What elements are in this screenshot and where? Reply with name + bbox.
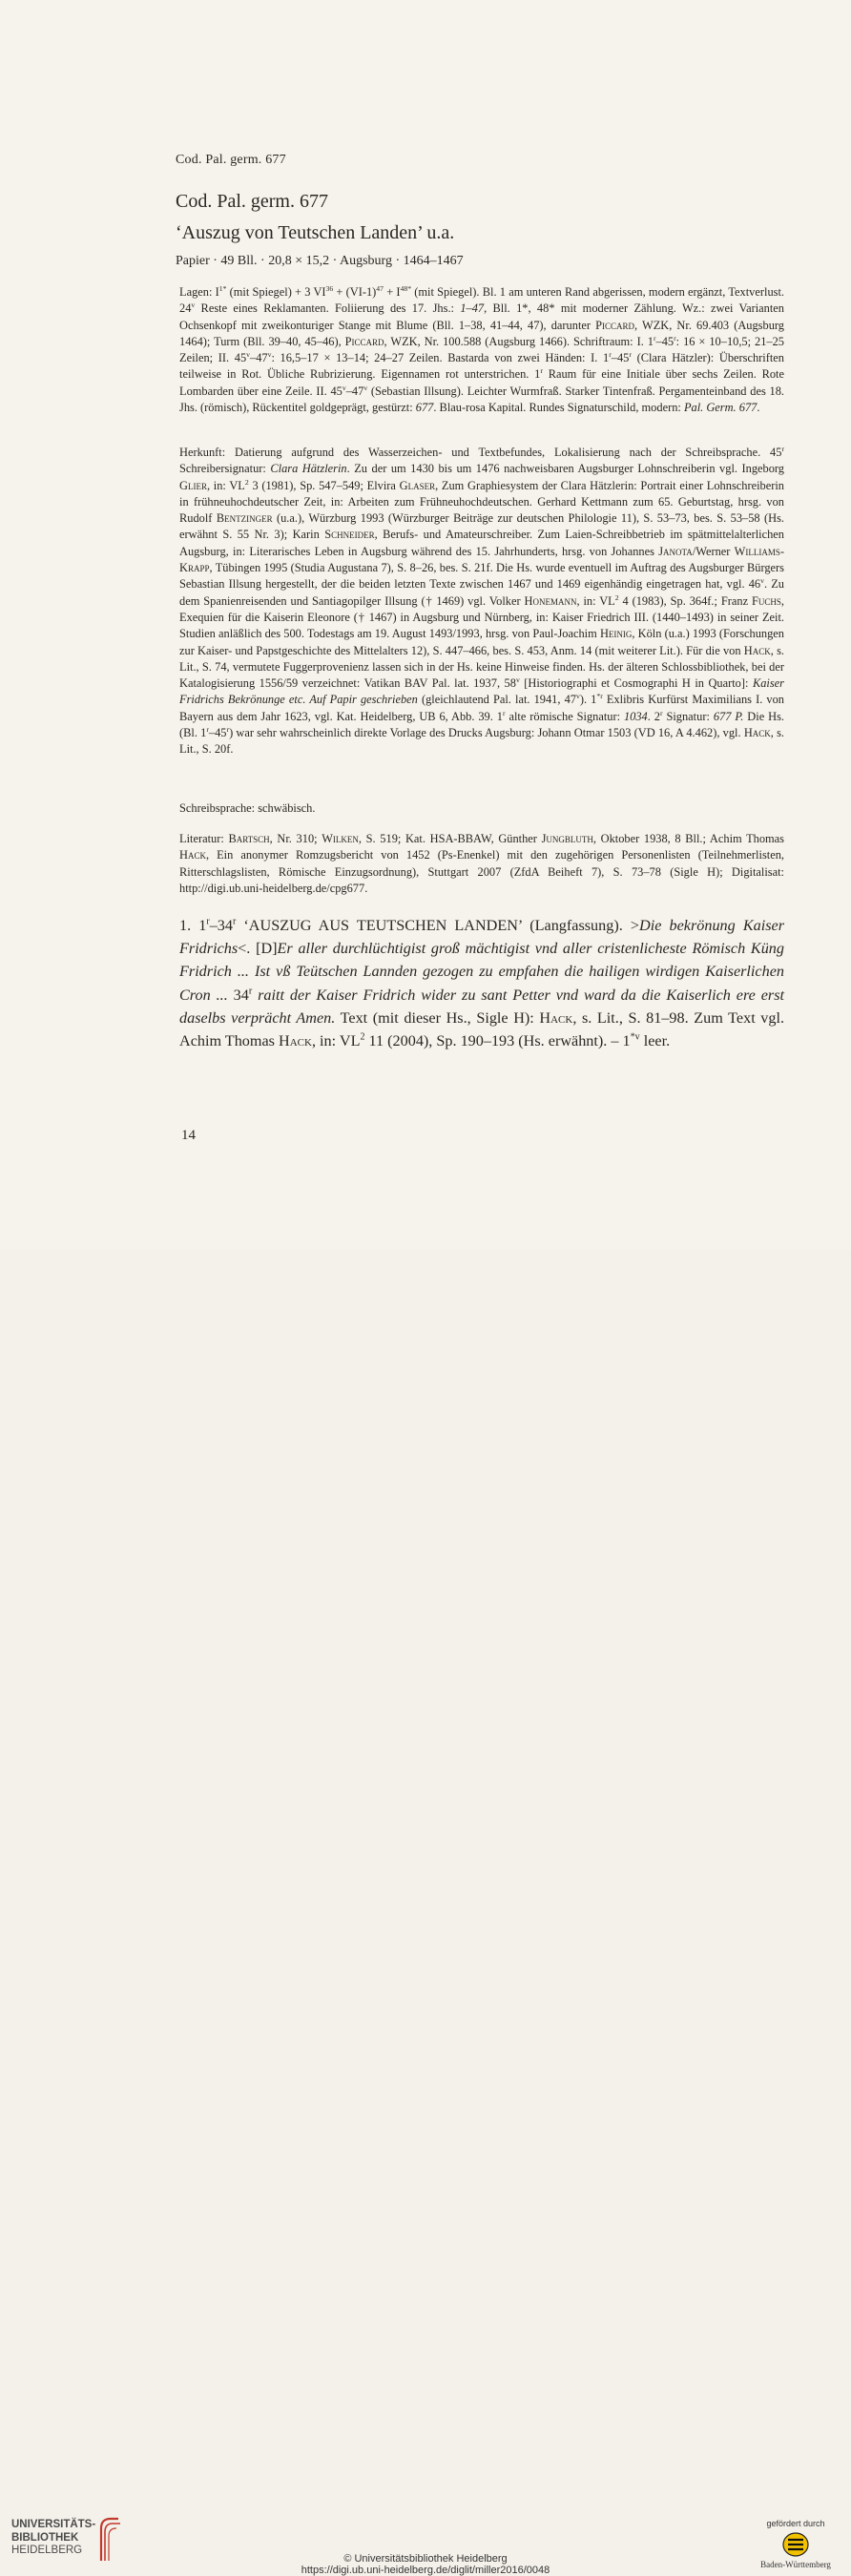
sponsor-label: gefördert durch [766,2519,825,2528]
permalink[interactable]: https://digi.ub.uni-heidelberg.de/diglit/miller2016/0048 [301,2565,550,2576]
running-header: Cod. Pal. germ. 677 [176,153,286,167]
library-name-line1: UNIVERSITÄTS- [11,2519,96,2530]
copyright-notice [0,2553,851,2576]
codex-metadata: Papier · 49 Bll. · 20,8 × 15,2 · Augsburg · 1464–1467 [176,254,464,268]
state-crest-icon [781,2532,810,2557]
viewer-footer [0,1250,851,2576]
entry-number: 1. [179,917,192,934]
text-entry-1: 1. 1$^r$–34$^r$ ‘AUSZUG AUS TEUTSCHEN LANDEN’ (Langfassung). >Die bekrönung Kaiser Fridrichs<. [D]Er aller durchlüchtigist groß mächtigist vnd aller cristenlicheste Römisch Küng Fridrich ... Ist vß Teütschen Lannden gezogen zu empfahen die hailigen wirdigen Kaiserlichen Cron ... 34$^r$ raitt der Kaiser Fridrich wider zu sant Petter vnd ward da die Kaiserlich ere erst daselbs verprächt Amen. Text (mit dieser Hs., Sigle H): Hack, s. Lit., S. 81–98. Zum Text vgl. Achim Thomas Hack, in: $VL^2$ 11 (2004), Sp. 190–193 (Hs. erwähnt). – 1$^{*v}$ leer. [179,916,785,1050]
document-page [0,0,851,1250]
provenance-section: Herkunft: Datierung aufgrund des Wasserzeichen- und Textbefundes, Lokalisierung nach der Schreibsprache. 45$^r$ Schreibersignatur: Clara Hätzlerin. Zu der um 1430 bis um 1476 nachweisbaren Augsburger Lohnschreiberin vgl. Ingeborg Glier, in: $VL^2$ 3 (1981), Sp. 547–549; Elvira Glaser, Zum Graphiesystem der Clara Hätzlerin: Portrait einer Lohnschreiberin in frühneuhochdeutscher Zeit, in: Arbeiten zum Frühneuhochdeutschen. Gerhard Kettmann zum 65. Geburtstag, hrsg. von Rudolf Bentzinger (u.a.), Würzburg 1993 (Würzburger Beiträge zur deutschen Philologie 11), S. 53–73, bes. S. 53–58 (Hs. erwähnt S. 55 Nr. 3); Karin Schneider, Berufs- und Amateurschreiber. Zum Laien-Schreibbetrieb im spätmittelalterlichen Augsburg, in: Literarisches Leben in Augsburg während des 15. Jahrhunderts, hrsg. von Johannes Janota/Werner Williams-Krapp, Tübingen 1995 (Studia Augustana 7), S. 8–26, bes. S. 21f. Die Hs. wurde eventuell im Auftrag des Augsburger Bürgers Sebastian Illsung hergestellt, der die beiden letzten Texte zwischen 1467 und 1469 eigenhändig eingetragen hat, vgl. 46$^v$. Zu dem Spanienreisenden und Santiagopilger Illsung († 1469) vgl. Volker Honemann, in: $VL^2$ 4 (1983), Sp. 364f.; Franz Fuchs, Exequien für die Kaiserin Eleonore († 1467) in Augsburg und Nürnberg, in: Kaiser Friedrich III. (1440–1493) in seiner Zeit. Studien anläßlich des 500. Todestags am 19. August 1493/1993, hrsg. von Paul-Joachim Heinig, Köln (u.a.) 1993 (Forschungen zur Kaiser- und Papstgeschichte des Mittelalters 12), S. 447–466, bes. S. 453, Anm. 14 (mit weiterer Lit.). Für die von Hack, s. Lit., S. 74, vermutete Fuggerprovenienz lassen sich in der Hs. keine Hinweise finden. Hs. der älteren Schlossbibliothek, bei der Katalogisierung 1556/59 verzeichnet: Vatikan BAV Pal. lat. 1937, 58$^v$ [Historiographi et Cosmographi H in Quarto]: Kaiser Fridrichs Bekrönunge etc. Auf Papir geschrieben (gleichlautend Pal. lat. 1941, 47$^v$). 1$^{*r}$ Exlibris Kurfürst Maximilians I. von Bayern aus dem Jahr 1623, vgl. Kat. Heidelberg, UB 6, Abb. 39. 1$^r$ alte römische Signatur: 1034. 2$^r$ Signatur: 677 P. Die Hs. (Bl. 1$^r$–45$^r$) war sehr wahrscheinlich direkte Vorlage des Drucks Augsburg: Johann Otmar 1503 (VD 16, A 4.462), vgl. Hack, s. Lit., S. 20f. [179,444,785,757]
library-name-line3: HEIDELBERG [11,2545,83,2557]
copyright-text: © Universitätsbibliothek Heidelberg [343,2553,508,2565]
entry-range-end: –34 [209,917,233,934]
page-number: 14 [181,1128,196,1143]
dialect-note: Schreibsprache: schwäbisch. [179,801,316,815]
work-title: ‘Auszug von Teutschen Landen’ u.a. [176,222,455,243]
provenance-label: Herkunft [179,446,222,459]
library-name-line2: BIBLIOTHEK [11,2531,79,2544]
literature-section: Literatur: Bartsch, Nr. 310; Wilken, S. 519; Kat. HSA-BBAW, Günther Jungbluth, Oktober 1938, 8 Bll.; Achim Thomas Hack, Ein anonymer Romzugsbericht von 1452 (Ps-Enenkel) mit den zugehörigen Personenlisten (Teilnehmerlisten, Ritterschlagslisten, Römische Einzugsordnung), Stuttgart 2007 (ZfdA Beiheft 7), S. 73–78 (Sigle H); Digitalisat: http://digi.ub.uni-heidelberg.de/cpg677. [179,832,784,895]
sponsor-block [746,2519,845,2569]
shelfmark-heading: Cod. Pal. germ. 677 [176,191,328,212]
entry-title: ‘AUSZUG AUS TEUTSCHEN LANDEN’ [243,917,523,934]
entry-version: (Langfassung). [529,917,623,934]
entry-range-start: 1 [198,917,207,934]
sponsor-name: Baden-Württemberg [760,2560,831,2569]
physical-description: Lagen: $I^{1*}$ (mit Spiegel) + 3 $VI^{36} + (VI-1)^{47} + I^{48*}$ (mit Spiegel). Bl. 1 am unteren Rand abgerissen, modern ergänzt, Textverlust. 24$^v$ Reste eines Reklamanten. Foliierung des 17. Jhs.: 1–47, Bll. 1*, 48* mit moderner Zählung. Wz.: zwei Varianten Ochsenkopf mit zweikonturiger Stange mit Blume (Bll. 1–38, 41–44, 47), darunter Piccard, WZK, Nr. 69.403 (Augsburg 1464); Turm (Bll. 39–40, 45–46), Piccard, WZK, Nr. 100.588 (Augsburg 1466). Schriftraum: I. 1$^r$–45$^r$: 16 × 10–10,5; 21–25 Zeilen; II. 45$^v$–47$^v$: 16,5–17 × 13–14; 24–27 Zeilen. Bastarda von zwei Händen: I. 1$^r$–45$^r$ (Clara Hätzler): Überschriften teilweise in Rot. Übliche Rubrizierung. Eigennamen rot unterstrichen. 1$^r$ Raum für eine Initiale über sechs Zeilen. Rote Lombarden über eine Zeile. II. 45$^v$–47$^v$ (Sebastian Illsung). Leichter Wurmfraß. Starker Tintenfraß. Pergamenteinband des 18. Jhs. (römisch), Rückentitel goldgeprägt, gestürzt: 677. Blau-rosa Kapital. Rundes Signaturschild, modern: Pal. Germ. 677. [179,283,785,415]
entry-sigle: Sigle H [476,1008,525,1027]
